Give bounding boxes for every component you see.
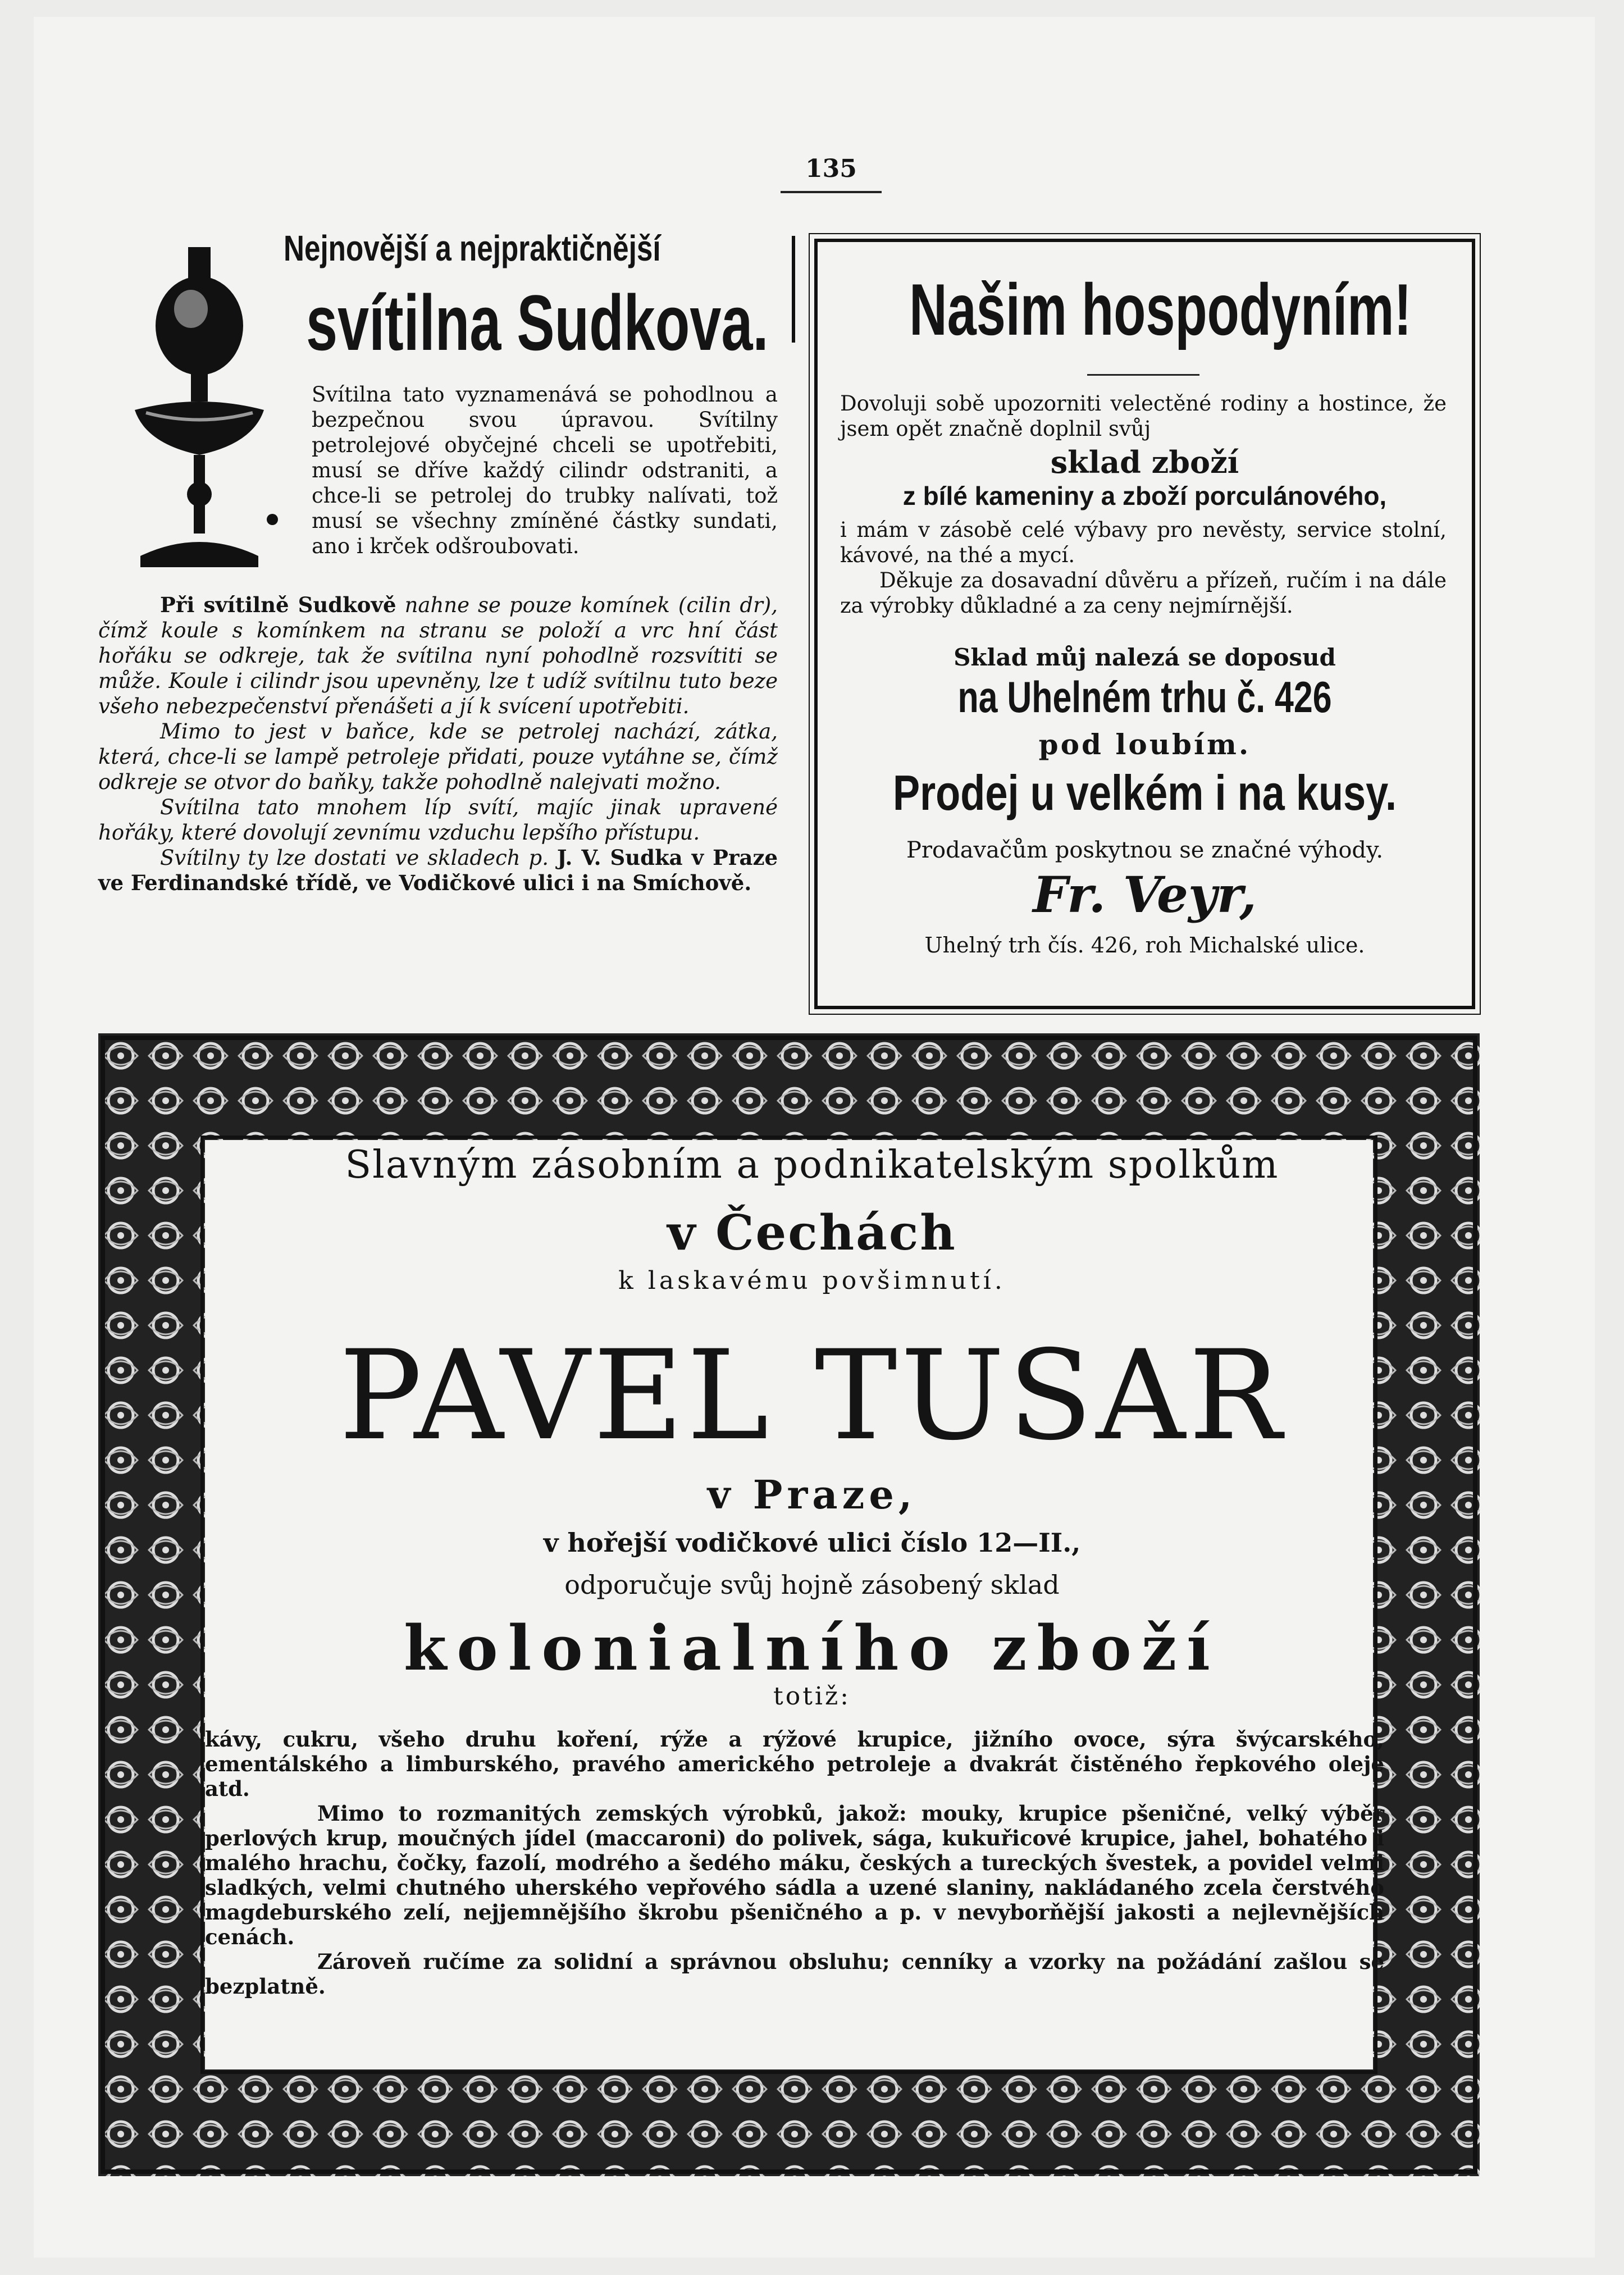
lamp-ad-p1: nahne se pouze komínek (cilin dr), čímž koule s komínkem na stranu se položí a vrc hní část hořáku se odkreje, tak že svítilna nyní pohodlně rozsvítiti se může. Koule i cilindr jsou upevněny, lze t udíž svítilnu tuto beze všeho nebezpečenství přenášeti a jí k svícení upotřebiti.	[98, 593, 778, 718]
lamp-ad-title: svítilna Sudkova.	[306, 279, 769, 367]
lamp-ad-p2: Mimo to jest v baňce, kde se petrolej nachází, zátka, která, chce-li se lampě petroleje přidati, pouze vytáhne se, čímž odkreje se otvor do baňky, takže pohodlně nalejvati možno.	[98, 719, 778, 794]
goods-p2: Mimo to rozmanitých zemských výrobků, jakož: mouky, krupice pšeničné, velký výběr perlových krup, moučných jídel (maccaroni) do polivek, sága, kukuřicové krupice, jahel, bohatého i malého hrachu, čočky, fazolí, modrého a šedého máku, českých a tureckých švestek, a povidel velmi sladkých, velmi chutného uherského vepřového sádla a uzené slaniny, nakládaného zcela čerstvého magdeburského zelí, nejjemnějšího škrobu pšeničného a p. v nevyborňější jakosti a nejlevnějších cenách.	[205, 1801, 1384, 1949]
goods-list	[205, 1727, 1384, 1999]
merchant-name: PAVEL TUSAR	[339, 1324, 1285, 1467]
porcelain-ad-intro: Dovoluji sobě upozorniti velectěné rodiny a hostince, že jsem opět značně doplnil svůj	[840, 391, 1447, 441]
goods-namely: totiž:	[773, 1682, 851, 1711]
column-divider	[792, 236, 795, 343]
lamp-illustration	[112, 241, 281, 590]
lamp-ad-p4: J. V. Sudka v Praze ve Ferdinandské třídě, ve Vodičkové ulici i na Smíchově.	[98, 845, 778, 895]
bottom-ad-line-3: k laskavému povšimnutí.	[618, 1266, 1006, 1295]
lamp-ad-body	[98, 592, 778, 896]
bottom-ad-line-1: Slavným zásobním a podnikatelským spolkům	[345, 1143, 1279, 1187]
merchant-address: v hořejší vodičkové ulici číslo 12—II.,	[543, 1528, 1081, 1558]
goods-p3: Zároveň ručíme za solidní a správnou obsluhu; cenníky a vzorky na požádání zašlou se bezplatně.	[205, 1949, 1384, 1999]
bottom-ad-line-2: v Čechách	[667, 1205, 957, 1261]
porcelain-ad-discount: Prodavačům poskytnou se značné výhody.	[906, 837, 1384, 863]
porcelain-ad-location-3: pod loubím.	[1038, 728, 1251, 761]
lamp-ad-p3: Svítilna tato mnohem líp svítí, majíc jinak upravené hořáky, které dovolují zevnímu vzduchu lepšího přístupu.	[98, 795, 778, 845]
page-number: 135	[805, 154, 857, 183]
merchant-city: v Praze,	[707, 1471, 917, 1518]
merchant-recommend: odporučuje svůj hojně zásobený sklad	[564, 1570, 1060, 1600]
porcelain-ad-stock: sklad zboží	[1050, 444, 1239, 480]
porcelain-ad-goods: z bílé kameniny a zboží porculánového,	[902, 481, 1387, 510]
porcelain-ad-signature: Fr. Veyr,	[1033, 865, 1257, 924]
porcelain-ad-p3	[840, 568, 1447, 618]
porcelain-ad-location-1: Sklad můj nalezá se doposud	[954, 644, 1336, 671]
porcelain-ad-title: Našim hospodyním!	[909, 268, 1412, 350]
lamp-ad-p4-lead: Svítilny ty lze dostati ve skladech p.	[160, 846, 549, 870]
porcelain-ad-p3-text: Děkuje za dosavadní důvěru a přízeň, ručím i na dále za výrobky důkladné a za ceny nejmírnější.	[840, 568, 1447, 618]
porcelain-ad-sale: Prodej u velkém i na kusy.	[892, 765, 1397, 820]
porcelain-ad-location-2: na Uhelném trhu č. 426	[957, 672, 1332, 722]
porcelain-ad-p2: i mám v zásobě celé výbavy pro nevěsty, service stolní, kávové, na thé a mycí.	[840, 518, 1447, 567]
lamp-ad-intro: Svítilna tato vyznamenává se pohodlnou a bezpečnou svou úpravou. Svítilny petrolejové obyčejné chceli se upotřebiti, musí se dříve každý cilindr odstraniti, a chce-li se petrolej do trubky nalívati, tož musí se všechny zmíněné částky sundati, ano i krček odšroubovati.	[312, 382, 778, 558]
goods-headline: kolonialního zboží	[404, 1612, 1220, 1684]
goods-p1: kávy, cukru, všeho druhu koření, rýže a rýžové krupice, jižního ovoce, sýra švýcarského, ementálského a limburského, pravého amerického petroleje a dvakrát čistěného řepkového oleje atd.	[205, 1727, 1384, 1801]
lamp-ad-tagline: Nejnovější a nejpraktičnější	[284, 228, 661, 268]
page-number-rule	[781, 191, 882, 193]
porcelain-ad-frame	[814, 239, 1475, 1009]
porcelain-ad-address: Uhelný trh čís. 426, roh Michalské ulice.	[924, 933, 1365, 958]
title-rule	[1087, 374, 1199, 376]
lamp-ad-p1-lead: Při svítilně Sudkově	[160, 592, 396, 617]
